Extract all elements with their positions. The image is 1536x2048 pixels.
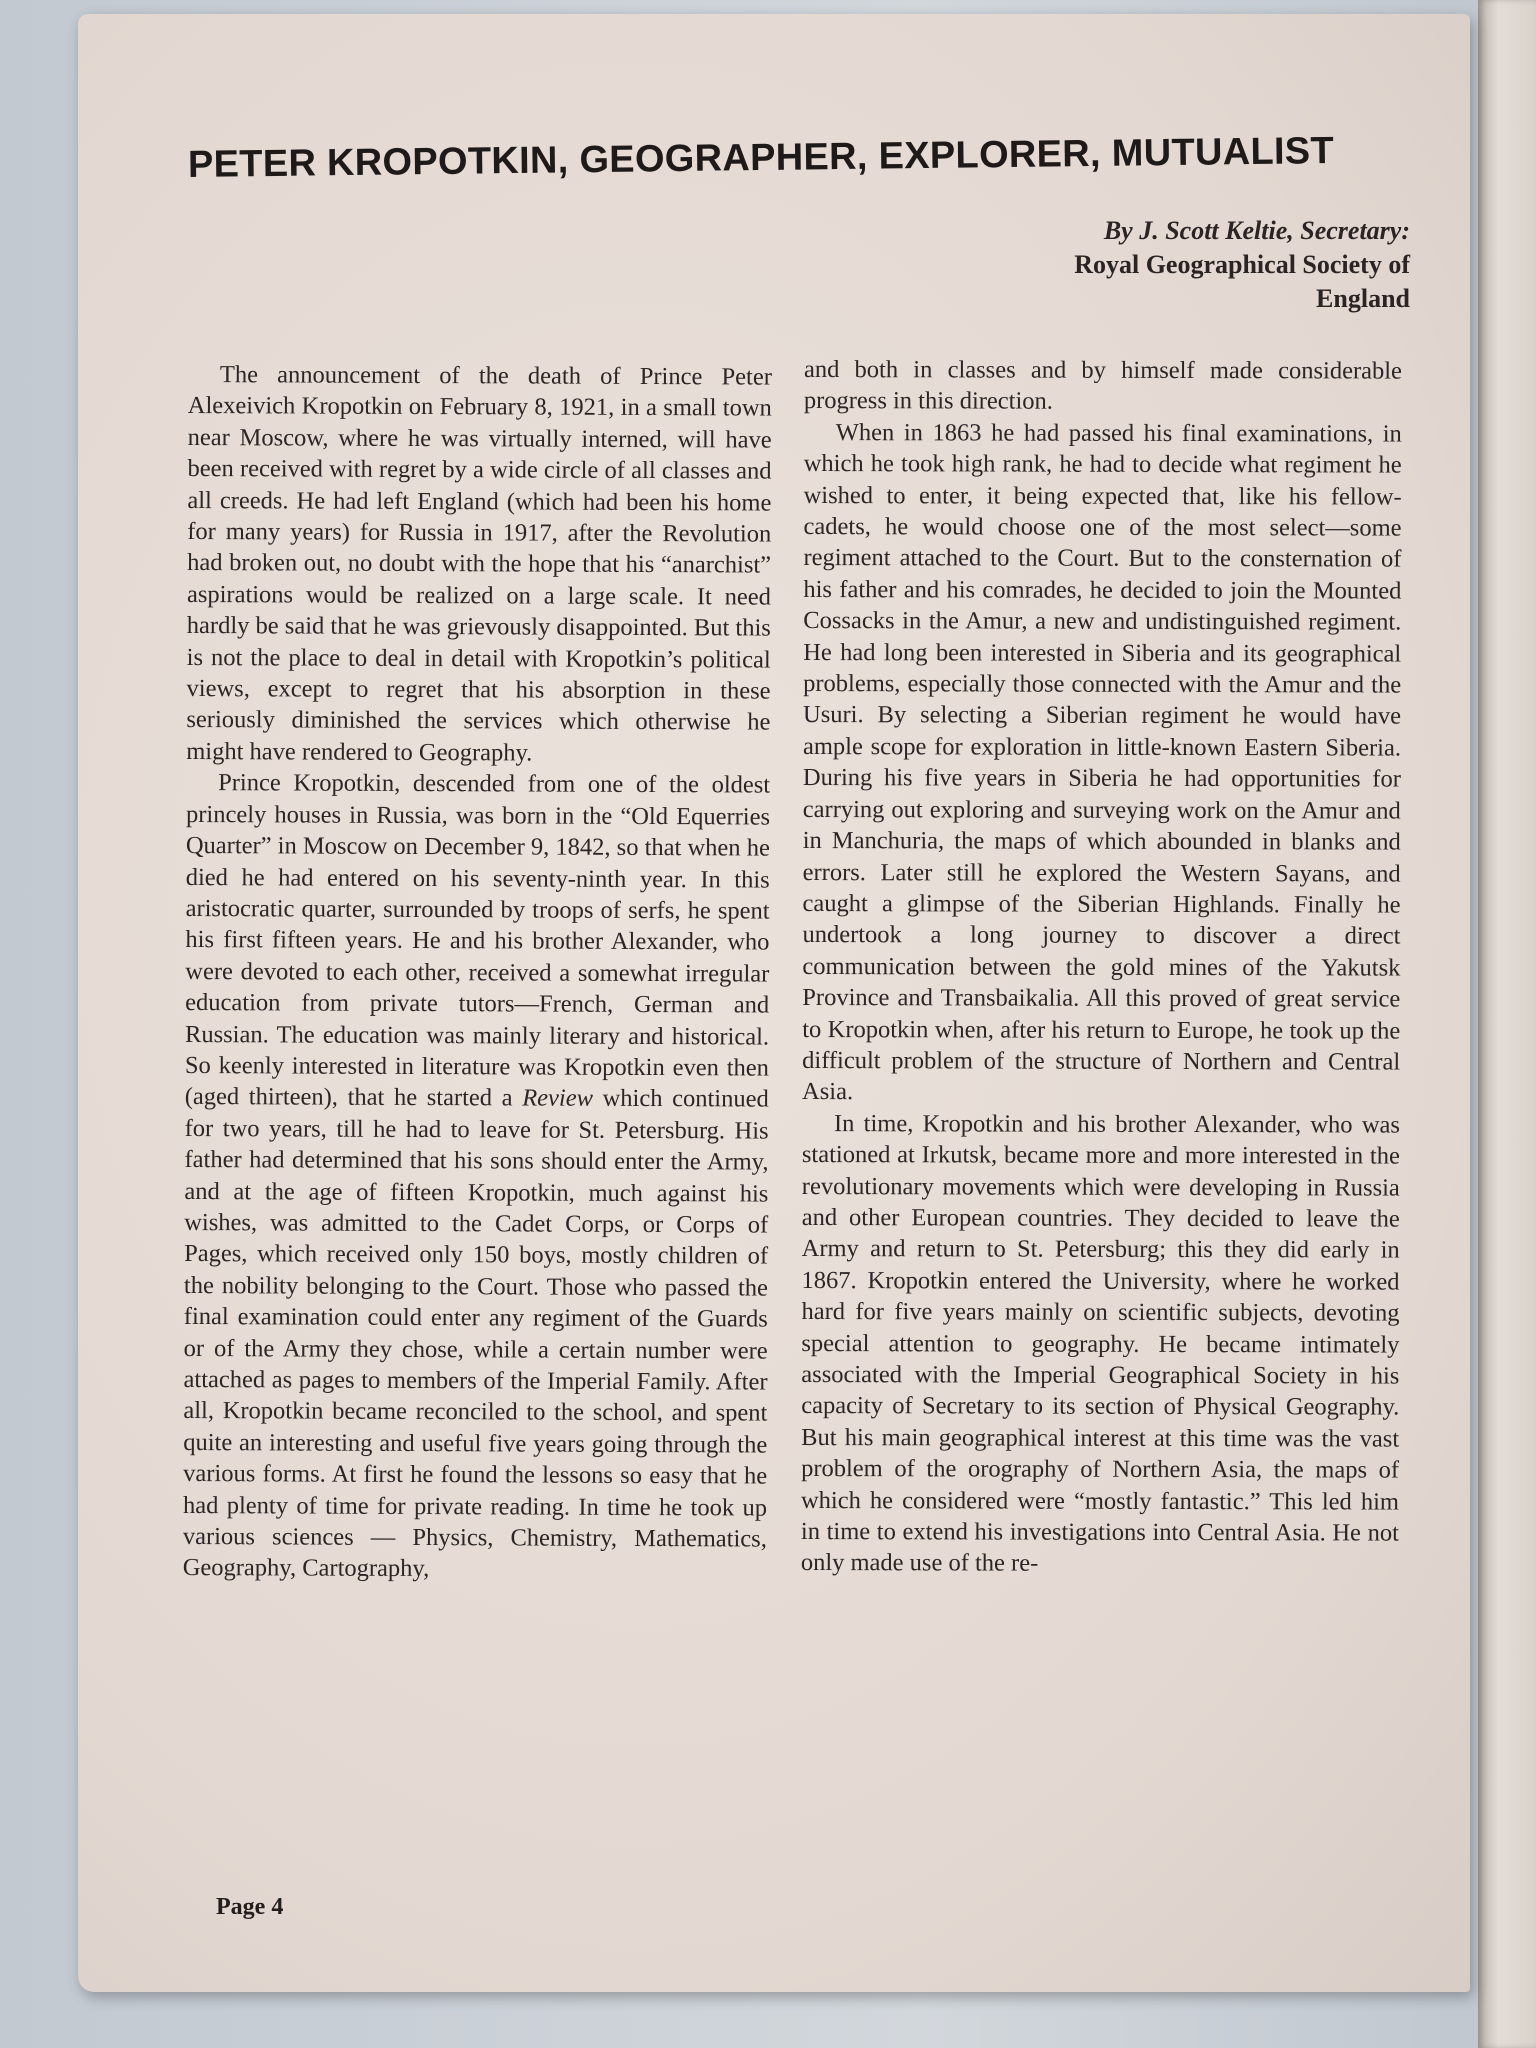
paragraph: [183, 767, 771, 1586]
article-byline: [890, 214, 1410, 316]
paragraph: When in 1863 he had passed his final examinations, in which he took high rank, he had to decide what regiment he wished to enter, it being expected that, like his fellow-cadets, he would choose one of the most select—some regiment attached to the Court. But to the consternation of his father and his comrades, he decided to join the Mounted Cossacks in the Amur, a new and undistinguished regiment. He had long been interested in Siberia and its geographical problems, especially those connected with the Amur and the Usuri. By selecting a Siberian regiment he would have ample scope for exploration in little-known Eastern Siberia. During his five years in Siberia he had opportunities for carrying out exploring and surveying work on the Amur and in Manchuria, the maps of which abounded in blanks and errors. Later still he explored the Western Sayans, and caught a glimpse of the Siberian Highlands. Finally he undertook a long journey to discover a direct communication between the gold mines of the Yakutsk Province and Transbaikalia. All this proved of great service to Kropotkin when, after his return to Europe, he took up the difficult problem of the structure of Northern and Central Asia.: [802, 418, 1402, 1106]
paragraph: In time, Kropotkin and his brother Alexander, who was stationed at Irkutsk, became more and more interested in the revolutionary movements which were developing in Russia and other European countries. They decided to leave the Army and return to St. Petersburg; this they did early in 1867. Kropotkin entered the University, where he worked hard for five years mainly on scientific subjects, devoting special attention to geography. He became intimately associated with the Imperial Geographical Society in his capacity of Secretary to its section of Physical Geography. But his main geographical interest at this time was the vast problem of the orography of Northern Asia, the maps of which he considered were “mostly fantastic.” This led him in time to extend his investigations into Central Asia. He not only made use of the re-: [800, 1109, 1401, 1578]
article-title: PETER KROPOTKIN, GEOGRAPHER, EXPLORER, MUTUALIST: [187, 130, 1335, 186]
paragraph-continued: and both in classes and by himself made considerable progress in this direction.: [803, 356, 1402, 416]
page-number: Page 4: [216, 1894, 284, 1920]
left-column: [183, 359, 772, 1586]
italic-review: Review: [522, 1084, 594, 1113]
right-column: [801, 354, 1402, 1580]
paragraph: The announcement of the death of Prince Peter Alexeivich Kropotkin on February 8, 1921, in a small town near Moscow, where he was virtually interned, will have been received with regret by a wide circle of all classes and all creeds. He had left England (which had been his home for many years) for Russia in 1917, after the Revolution had broken out, no doubt with the hope that his “anarchist” aspirations would be realized on a large scale. It need hardly be said that he was grievously disappointed. But this is not the place to deal in detail with Kropotkin’s political views, except to regret that his absorption in these seriously diminished the services which otherwise he might have rendered to Geography.: [186, 361, 772, 767]
paragraph-text: which continued for two years, till he had to leave for St. Petersburg. His father had determined that his sons should enter the Army, and at the age of fifteen Kropotkin, much against his wishes, was admitted to the Cadet Corps, or Corps of Pages, which received only 150 boys, mostly children of the nobility belonging to the Court. Those who passed the final examination could enter any regiment of the Guards or of the Army they chose, while a certain number were attached as pages to members of the Imperial Family. After all, Kropotkin became reconciled to the school, and spent quite an interesting and useful five years going through the various forms. At first he found the lessons so easy that he had plenty of time for private reading. In time he took up various sciences — Physics, Chemistry, Mathematics, Geography, Cartography,: [182, 1085, 769, 1583]
byline-organization: Royal Geographical Society of: [1074, 250, 1410, 279]
byline-country: England: [1316, 284, 1410, 313]
magazine-page: [78, 14, 1470, 1992]
byline-author: By J. Scott Keltie,: [1103, 216, 1301, 245]
byline-role: Secretary:: [1300, 216, 1410, 245]
byline-line-1: [890, 214, 1410, 248]
paragraph-text: Prince Kropotkin, descended from one of the oldest princely houses in Russia, was born in the “Old Equerries Quarter” in Moscow on December 9, 1842, so that when he died he had entered on his seventy-ninth year. In this aristocratic quarter, surrounded by troops of serfs, he spent his first fifteen years. He and his brother Alexander, who were devoted to each other, received a somewhat irregular education from private tutors—French, German and Russian. The education was mainly literary and historical. So keenly interested in literature was Kropotkin even then (aged thirteen), that he started a: [184, 769, 771, 1112]
adjacent-page-edge: [1478, 0, 1536, 2048]
